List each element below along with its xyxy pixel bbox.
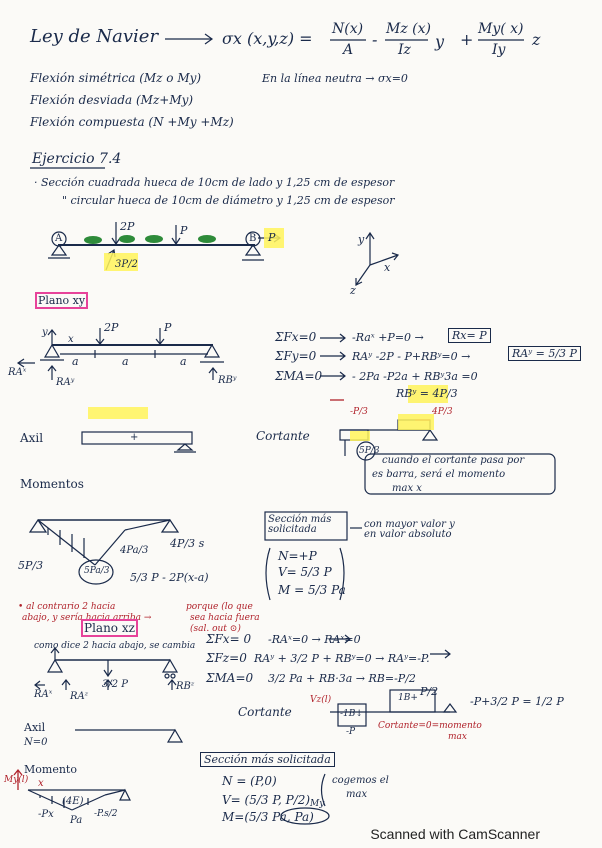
result-rx: Rx= P (448, 328, 491, 343)
frac1-num: N(x) (332, 21, 364, 37)
exercise-title: Ejercicio 7.4 (32, 151, 122, 167)
eq-sum-fx: ΣFx=0 (275, 330, 317, 344)
red-note-2: abajo, y sería hacia arriba → (22, 613, 152, 623)
span-a3: a (180, 355, 187, 368)
axil2-n: N=0 (24, 737, 48, 748)
momento2-pa: Pa (70, 815, 83, 826)
momento2-label: Momento (24, 763, 77, 776)
cogemos-max: max (346, 789, 368, 800)
xz-eq-fz: ΣFz=0 (206, 651, 247, 665)
moment-5p3: 5P/3 (18, 559, 44, 572)
momentos-label: Momentos (20, 477, 84, 491)
moment-4p3s: 4P/3 s (170, 537, 205, 550)
reaction-rax: RAˣ (8, 367, 27, 378)
axis-z-label: z (350, 284, 356, 297)
eq-sum-ma-rhs: - 2Pa -P2a + RBʸ3a =0 (352, 370, 478, 383)
frac2-var: y (435, 32, 445, 51)
cogemos-note: cogemos el (332, 775, 389, 786)
critical2-my: My (310, 799, 325, 809)
axil-sign: + (130, 432, 139, 443)
critical-section-title: Sección más solicitada (268, 514, 332, 535)
critical-v: V= 5/3 P (278, 565, 332, 579)
cortante2-box1: 1B+ (398, 693, 418, 703)
flexion-compuesta: Flexión compuesta (N +My +Mz) (30, 115, 234, 129)
load-2p-label: 2P (120, 220, 135, 233)
support-a-label: A (55, 233, 63, 244)
section-square-note: · Sección cuadrada hueca de 10cm de lado y 1,25 cm de espesor (34, 176, 395, 189)
xy-load-2p: 2P (104, 321, 119, 334)
critical-section2-title: Sección más solicitada (200, 752, 335, 767)
inclined-load-label: 3P/2 (115, 259, 138, 270)
frac1-den: A (343, 42, 354, 58)
flexion-desviada: Flexión desviada (Mz+My) (30, 93, 194, 107)
frac2-den: Iz (398, 42, 411, 58)
frac3-num: My( x) (478, 21, 524, 37)
moment-5pa3: 5Pa/3 (84, 566, 110, 576)
result-ray: RAʸ = 5/3 P (508, 346, 581, 361)
span-a2: a (122, 355, 129, 368)
moment-4pa3: 4Pa/3 (120, 545, 149, 556)
frac3-den: Iy (492, 42, 506, 58)
momento2-x: x (38, 778, 44, 789)
reaction-rby: RBʸ (218, 375, 237, 386)
navier-lhs: σx (x,y,z) = (222, 29, 313, 48)
axil-label: Axil (20, 431, 44, 445)
eq-sum-ma: ΣMA=0 (275, 369, 323, 383)
support-b-label: B (249, 233, 257, 244)
vz-label: Vz(l) (310, 695, 332, 705)
red-note-4: sea hacia fuera (190, 613, 260, 623)
cortante2-p2: P/2 (420, 685, 439, 698)
cortante2-box2: -1B↓ (340, 709, 363, 719)
axis-x-label: x (384, 261, 391, 274)
red-note-3: porque (lo que (186, 602, 253, 612)
my-label: My(l) (4, 775, 29, 785)
axial-p-label: P (268, 231, 276, 244)
scanner-watermark: Scanned with CamScanner (370, 826, 540, 842)
momento2-bar: (4E) (62, 796, 84, 807)
momento2-px: -Px (38, 809, 54, 820)
xz-reaction-rbz: RBᶻ (176, 681, 195, 692)
cortante2-label: Cortante (238, 705, 292, 719)
xy-load-p: P (164, 321, 172, 334)
moment-expression: 5/3 P - 2P(x-a) (130, 571, 209, 584)
shear-minus-p3: -P/3 (350, 407, 368, 417)
cortante-note-2: es barra, será el momento (372, 469, 506, 480)
span-a1: a (72, 355, 79, 368)
cortante2-red-2: max (448, 732, 467, 742)
eq-sum-fy-rhs: RAʸ -2P - P+RBʸ=0 → (352, 350, 471, 363)
cortante2-red: Cortante=0=momento (378, 721, 482, 731)
flexion-simetrica: Flexión simétrica (Mz o My) (30, 71, 202, 85)
critical-n: N=+P (278, 549, 317, 563)
xz-note: como dice 2 hacia abajo, se cambia (34, 641, 196, 651)
xy-y-label: y (42, 327, 48, 338)
xz-reaction-raz: RAᶻ (70, 691, 89, 702)
cortante2-minus-p: -P (346, 727, 356, 737)
rb-value-note: RBʸ = 4P/3 (396, 387, 458, 400)
critical-note: con mayor valor y en valor absoluto (364, 519, 455, 540)
minus-sign: - (372, 30, 378, 49)
cortante-note-1: cuando el cortante pasa por (382, 455, 525, 466)
axil2-label: Axil (24, 721, 46, 734)
xz-eq-ma: ΣMA=0 (206, 671, 254, 685)
critical-m: M = 5/3 Pa (278, 583, 346, 597)
section-circular-note: " circular hueca de 10cm de diámetro y 1,25 cm de espesor (62, 194, 395, 207)
eq-sum-fy: ΣFy=0 (275, 349, 317, 363)
plano-xy-label: Plano xy (38, 294, 86, 307)
neutral-line-note: En la línea neutra → σx=0 (262, 72, 408, 85)
momento2-ps: -P.s/2 (94, 809, 118, 819)
page-title: Ley de Navier (30, 26, 159, 47)
red-note-5: (sal. out ⊙) (190, 624, 241, 634)
cortante-note-3: max x (392, 483, 422, 494)
xz-reaction-rax: RAˣ (34, 689, 53, 700)
xz-load-3p2: 3/2 P (102, 679, 129, 690)
frac2-num: Mz (x) (386, 21, 431, 37)
reaction-ray: RAʸ (56, 377, 75, 388)
xy-x-label: x (68, 334, 74, 345)
shear-5p3: 5P/3 (359, 446, 380, 456)
red-note-1: • al contrario 2 hacia (18, 602, 116, 612)
critical2-m: M=(5/3 Pa, Pa) (222, 810, 314, 824)
xz-eq-fx-rhs: -RAˣ=0 → RAˣ=0 (268, 633, 361, 646)
plano-xz-label: Plano xz (84, 621, 135, 635)
eq-sum-fx-rhs: -Raˣ +P=0 → (352, 331, 424, 344)
cortante-label: Cortante (256, 429, 310, 443)
critical2-v: V= (5/3 P, P/2) (222, 793, 311, 807)
plus-sign: + (460, 30, 474, 49)
axis-y-label: y (358, 233, 365, 246)
xz-eq-fz-rhs: RAʸ + 3/2 P + RBʸ=0 → RAʸ=-P. (254, 652, 430, 665)
xz-eq-fx: ΣFx= 0 (206, 632, 252, 646)
cortante2-eq: -P+3/2 P = 1/2 P (470, 695, 564, 708)
xz-eq-ma-rhs: 3/2 Pa + RB·3a → RB=-P/2 (268, 672, 416, 685)
frac3-var: z (532, 30, 541, 49)
shear-4p3: 4P/3 (432, 407, 453, 417)
load-p-label: P (180, 224, 188, 237)
critical2-n: N = (P,0) (222, 774, 277, 788)
